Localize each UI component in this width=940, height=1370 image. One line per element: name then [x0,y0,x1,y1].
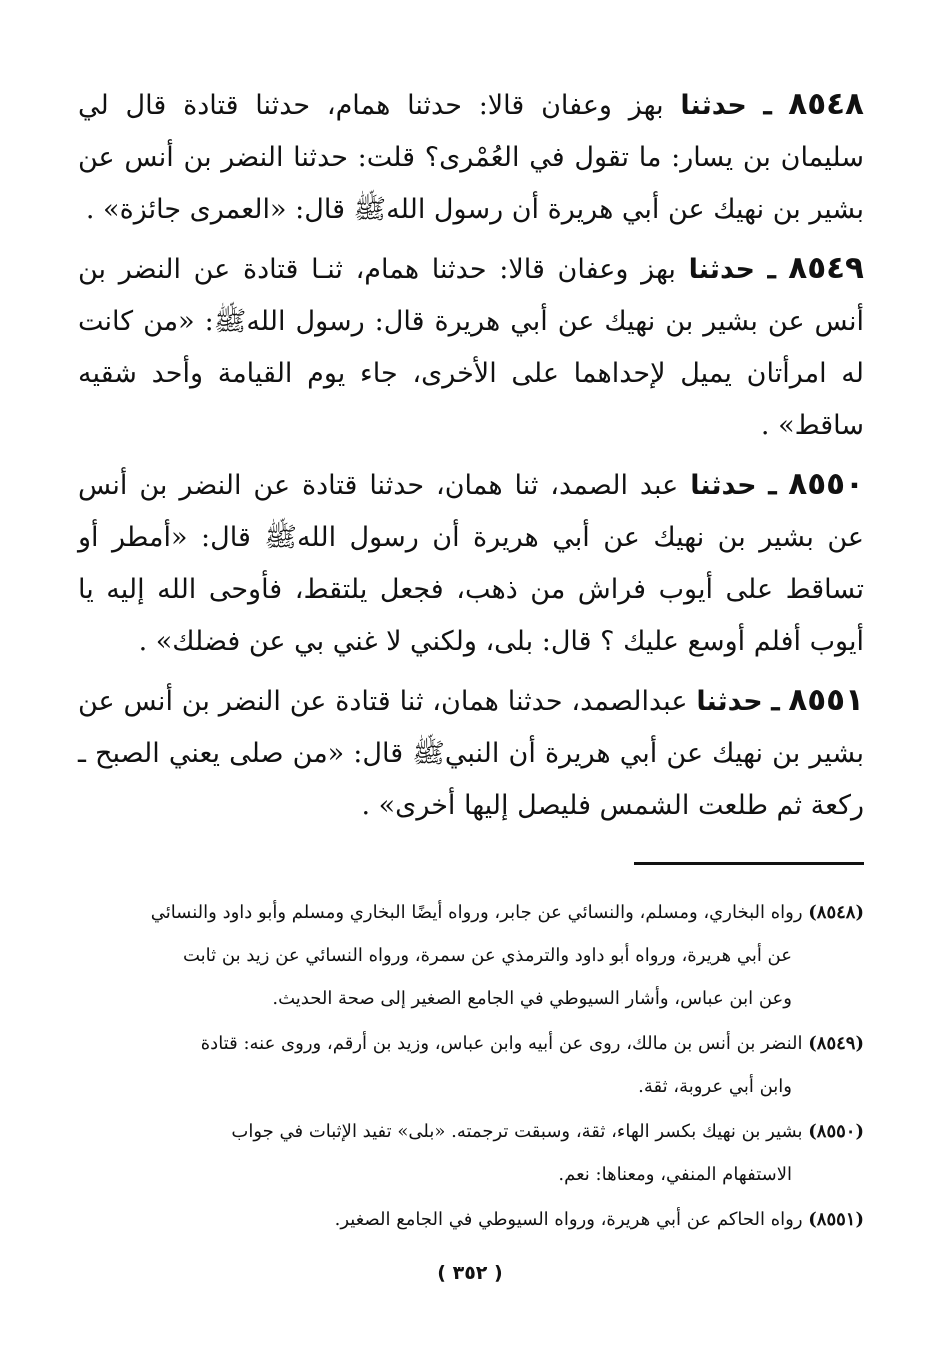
footnote-separator [634,862,864,865]
footnote-number: (٨٥٤٨) [808,902,864,923]
hadith-text: بهز وعفان قالا: حدثنا همام، حدثنا قتادة قال لي سليمان بن يسار: ما تقول في العُمْرى؟ قلت: حدثنا النضر بن أنس عن بشير بن نهيك عن أبي هريرة أن رسول اللهﷺ قال: «العمرى جائزة» . [78,90,864,225]
footnotes [78,891,864,1241]
hadith-dash: ـ [771,686,780,717]
footnote-line: رواه البخاري، ومسلم، والنسائي عن جابر، ورواه أيضًا البخاري ومسلم وأبو داود والنسائي [150,902,803,923]
hadith-8550 [78,458,864,668]
page-number: ( ٣٥٢ ) [437,1262,503,1284]
footnote-number: (٨٥٥٠) [808,1121,864,1142]
hadith-lead: حدثنا [688,254,755,285]
footnote-8548 [78,891,864,1020]
footnote-line: عن أبي هريرة، ورواه أبو داود والترمذي عن سمرة، ورواه النسائي عن زيد بن ثابت [183,945,792,966]
footnote-line: النضر بن أنس بن مالك، روى عن أبيه وابن عباس، وزيد بن أرقم، وروى عنه: قتادة [200,1033,803,1054]
hadith-dash: ـ [763,90,772,121]
hadith-lead: حدثنا [680,90,747,121]
footnote-8550 [78,1110,864,1196]
footnote-8549 [78,1022,864,1108]
hadith-text: عبد الصمد، ثنا همان، حدثنا قتادة عن النضر بن أنس عن بشير بن نهيك عن أبي هريرة أن رسول اللهﷺ قال: «أمطر أو تساقط على أيوب فراش من ذهب، فجعل يلتقط، فأوحى الله إليه يا أيوب أفلم أوسع عليك ؟ قال: بلى، ولكني لا غني بي عن فضلك» . [78,470,864,657]
footnote-line: وابن أبي عروبة، ثقة. [638,1076,792,1097]
hadith-8548 [78,78,864,236]
hadith-dash: ـ [767,254,776,285]
hadith-number: ٨٥٥٠ [788,466,864,502]
footnote-line: بشير بن نهيك بكسر الهاء، ثقة، وسبقت ترجمته. «بلى» تفيد الإثبات في جواب [231,1121,803,1142]
hadith-number: ٨٥٥١ [788,682,864,718]
footnote-number: (٨٥٤٩) [808,1033,864,1054]
footnote-8551 [78,1198,864,1241]
hadith-text: عبدالصمد، حدثنا همان، ثنا قتادة عن النضر بن أنس عن بشير بن نهيك عن أبي هريرة أن النبيﷺ قال: «من صلى يعني الصبح ـ ركعة ثم طلعت الشمس فليصل إليها أخرى» . [78,686,864,821]
hadith-8549 [78,242,864,452]
main-text [78,78,864,832]
hadith-text: بهز وعفان قالا: حدثنا همام، ثنـا قتادة عن النضر بن أنس عن بشير بن نهيك عن أبي هريرة قال: رسول اللهﷺ: «من كانت له امرأتان يميل لإحداهما على الأخرى، جاء يوم القيامة وأحد شقيه ساقط» . [78,254,864,441]
footnote-number: (٨٥٥١) [808,1209,864,1230]
hadith-number: ٨٥٤٨ [788,86,864,122]
footnote-line: وعن ابن عباس، وأشار السيوطي في الجامع الصغير إلى صحة الحديث. [272,988,792,1009]
hadith-lead: حدثنا [696,686,763,717]
hadith-dash: ـ [768,470,777,501]
hadith-8551 [78,674,864,832]
hadith-number: ٨٥٤٩ [788,250,864,286]
footnote-line: الاستفهام المنفي، ومعناها: نعم. [558,1164,792,1185]
hadith-lead: حدثنا [690,470,757,501]
book-page [78,78,864,1318]
footnote-line: رواه الحاكم عن أبي هريرة، ورواه السيوطي في الجامع الصغير. [334,1209,803,1230]
